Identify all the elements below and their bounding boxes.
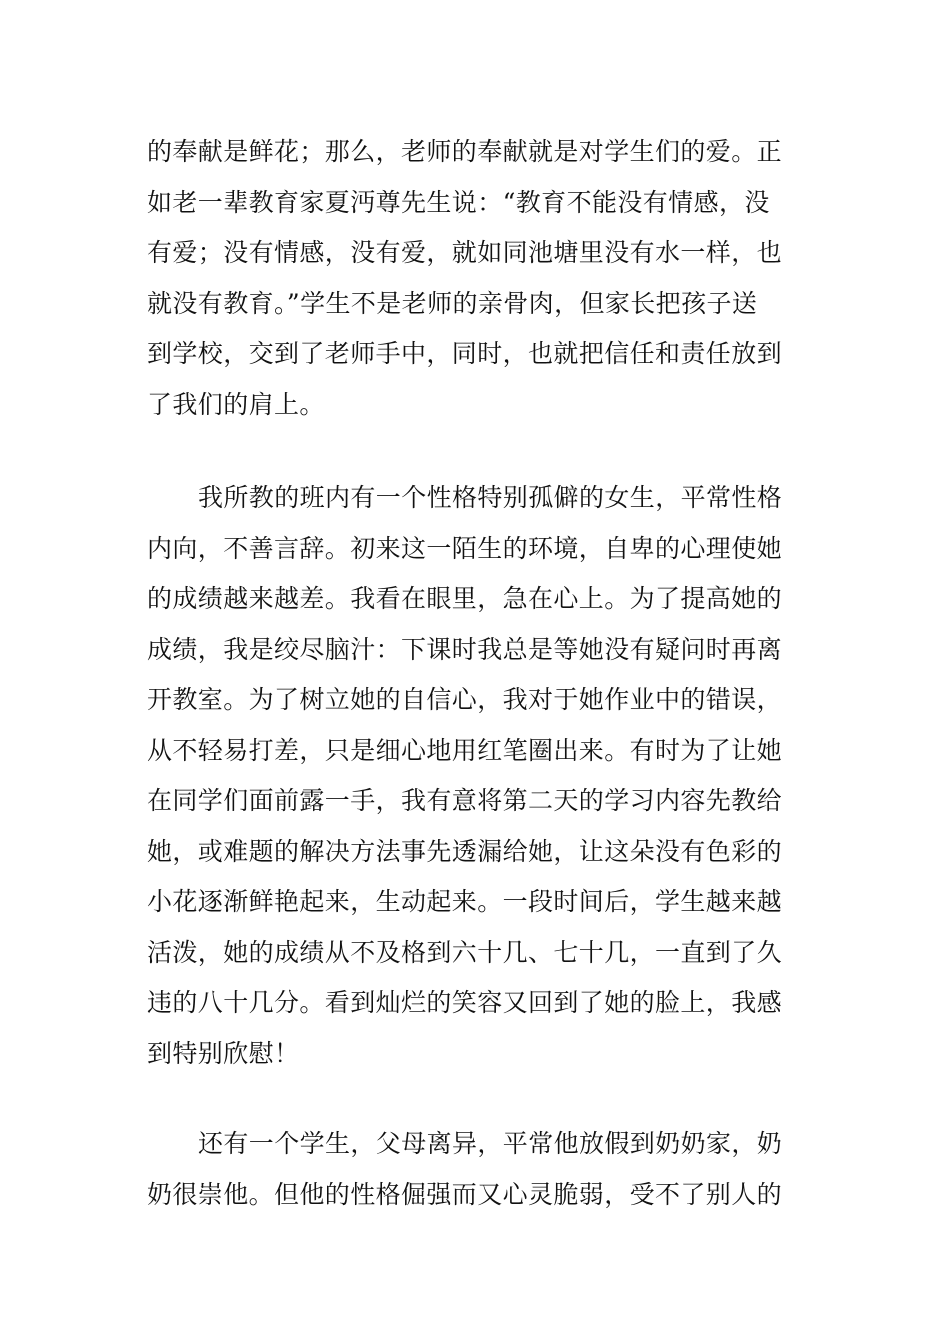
paragraph-3 <box>147 1119 827 1220</box>
paragraph-line: 从不轻易打差，只是细心地用红笔圈出来。有时为了让她 <box>147 735 783 765</box>
paragraph-line: 的成绩越来越差。我看在眼里，急在心上。为了提高她的 <box>147 584 783 613</box>
paragraph-line: 开教室。为了树立她的自信心，我对于她作业中的错误， <box>147 685 783 714</box>
paragraph-line: 成绩，我是绞尽脑汁：下课时我总是等她没有疑问时再离 <box>147 634 783 664</box>
paragraph-2 <box>147 473 827 1079</box>
paragraph-line: 她，或难题的解决方法事先透漏给她，让这朵没有色彩的 <box>147 836 783 866</box>
paragraph-line: 了我们的肩上。 <box>147 389 325 419</box>
paragraph-line: 违的八十几分。看到灿烂的笑容又回到了她的脸上，我感 <box>147 988 783 1017</box>
paragraph-line: 内向，不善言辞。初来这一陌生的环境，自卑的心理使她 <box>147 533 783 563</box>
paragraph-1 <box>147 127 827 430</box>
paragraph-line: 在同学们面前露一手，我有意将第二天的学习内容先教给 <box>147 786 783 815</box>
paragraph-line: 我所教的班内有一个性格特别孤僻的女生，平常性格 <box>198 483 783 512</box>
paragraph-line: 就没有教育。”学生不是老师的亲骨肉，但家长把孩子送 <box>147 288 758 318</box>
paragraph-line: 到特别欣慰！ <box>147 1038 300 1068</box>
paragraph-line: 奶很崇他。但他的性格倔强而又心灵脆弱，受不了别人的 <box>147 1179 783 1209</box>
paragraph-line: 到学校，交到了老师手中，同时，也就把信任和责任放到 <box>147 339 783 368</box>
paragraph-line: 还有一个学生，父母离异，平常他放假到奶奶家，奶 <box>198 1129 783 1158</box>
paragraph-line: 有爱；没有情感，没有爱，就如同池塘里没有水一样，也 <box>147 238 783 267</box>
paragraph-line: 如老一辈教育家夏沔尊先生说：“教育不能没有情感，没 <box>147 187 770 217</box>
paragraph-line: 小花逐渐鲜艳起来，生动起来。一段时间后，学生越来越 <box>147 887 783 916</box>
paragraph-line: 活泼，她的成绩从不及格到六十几、七十几，一直到了久 <box>147 937 783 967</box>
paragraph-line: 的奉献是鲜花；那么，老师的奉献就是对学生们的爱。正 <box>147 137 783 166</box>
